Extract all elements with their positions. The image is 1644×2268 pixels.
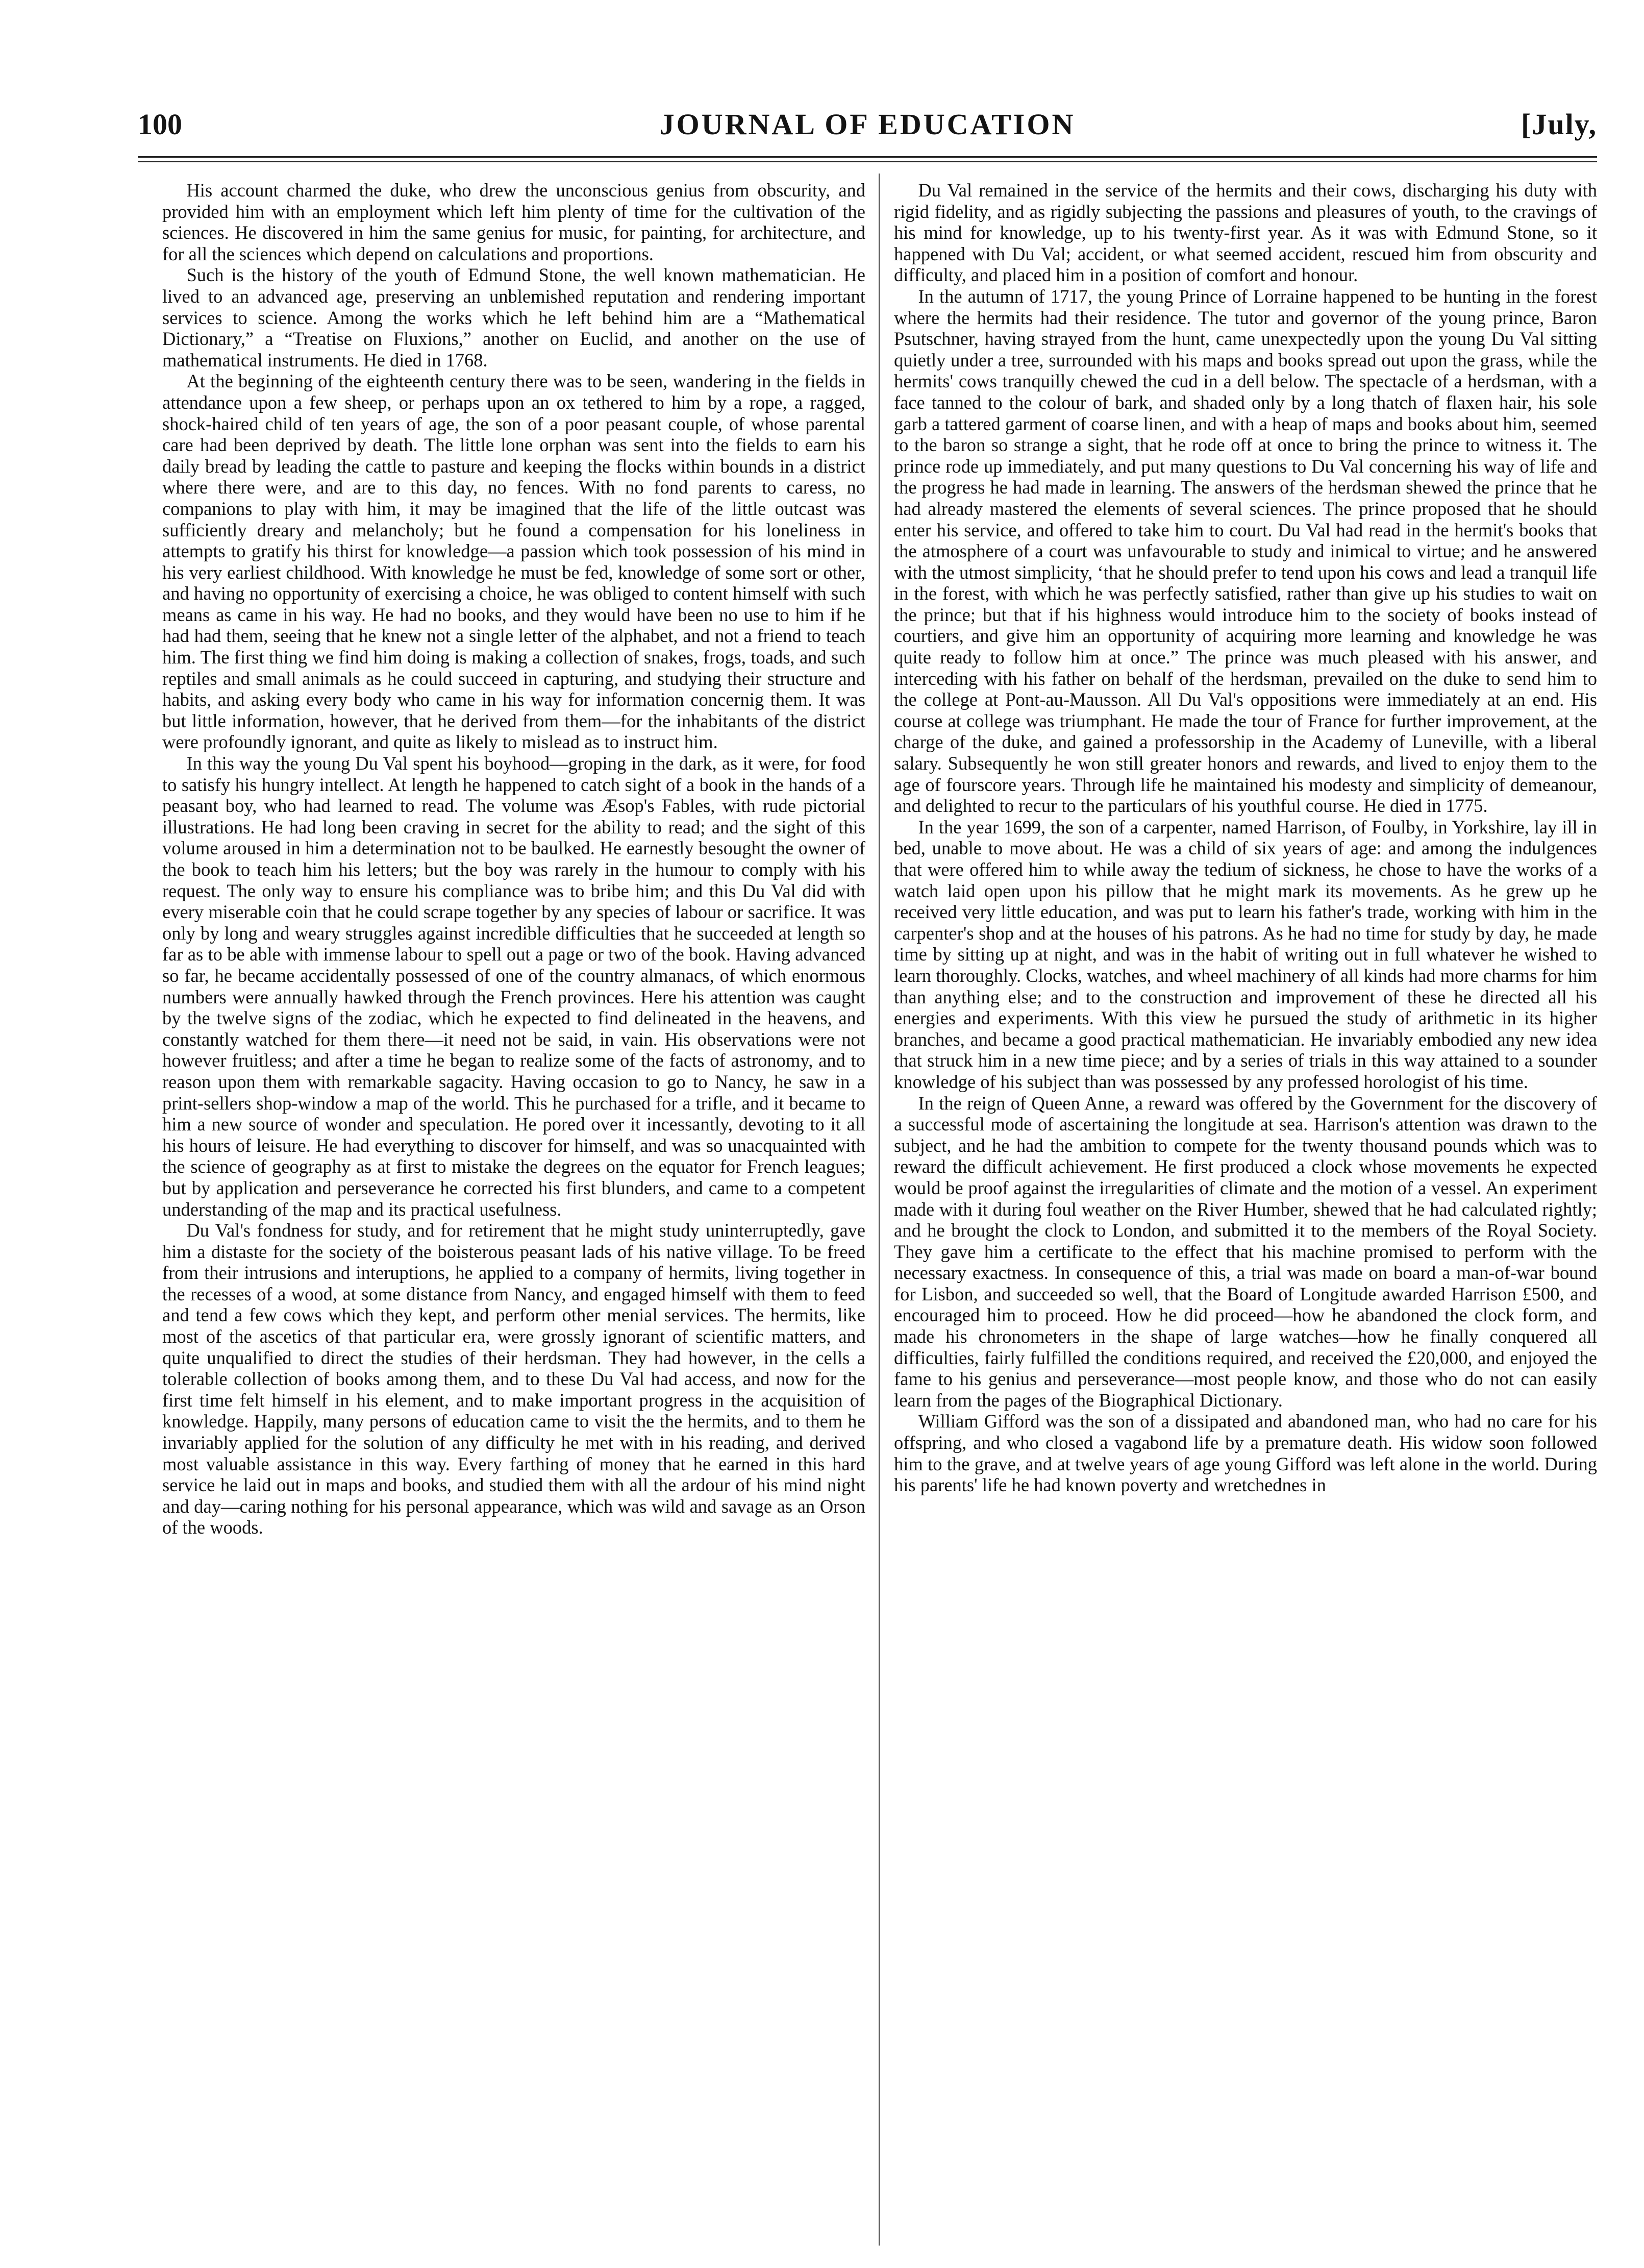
paragraph: Du Val's fondness for study, and for retirement that he might study uninterruptedly, gave him a distaste for the society of the boisterous peasant lads of his native village. To be freed from their intrusions and interuptions, he applied to a company of hermits, living together in the recesses of a wood, at some distance from Nancy, and engaged himself with them to feed and tend a few cows which they kept, and perform other menial services. The hermits, like most of the ascetics of that particular era, were grossly ignorant of scientific matters, and quite unqualified to direct the studies of their herdsman. They had however, in the cells a tolerable collection of books among them, and to these Du Val had access, and now for the first time felt himself in his element, and to make important progress in the acquisition of knowledge. Happily, many persons of education came to visit the the hermits, and to them he invariably applied for the solution of any difficulty he met with in his reading, and derived most valuable assistance in this way. Every farthing of money that he earned in this hard service he laid out in maps and books, and studied them with all the ardour of his mind night and day—caring nothing for his personal appearance, which was wild and savage as an Orson of the woods.: [162, 1220, 865, 1538]
running-header: [138, 107, 1597, 153]
paragraph: William Gifford was the son of a dissipated and abandoned man, who had no care for his offspring, and who closed a vagabond life by a premature death. His widow soon followed him to the grave, and at twelve years of age young Gifford was left alone in the world. During his parents' life he had known poverty and wretchednes in: [894, 1411, 1597, 1496]
header-rule-top: [138, 156, 1597, 158]
header-month: [July,: [1521, 108, 1597, 141]
journal-title: JOURNAL OF EDUCATION: [659, 108, 1076, 141]
paragraph: At the beginning of the eighteenth century there was to be seen, wandering in the fields in attendance upon a few sheep, or perhaps upon an ox tethered to him by a rope, a ragged, shock-haired child of ten years of age, the son of a poor peasant couple, of whose parental care had been deprived by death. The little lone orphan was sent into the fields to earn his daily bread by leading the cattle to pasture and keeping the flocks within bounds in a district where there were, and are to this day, no fences. With no fond parents to caress, no companions to play with him, it may be imagined that the life of the little outcast was sufficiently dreary and melancholy; but he found a compensation for his loneliness in attempts to gratify his thirst for knowledge—a passion which took possession of his mind in his very earliest childhood. With knowledge he must be fed, knowledge of some sort or other, and having no opportunity of exercising a choice, he was obliged to content himself with such means as came in his way. He had no books, and they would have been no use to him if he had had them, seeing that he knew not a single letter of the alphabet, and not a friend to teach him. The first thing we find him doing is making a collection of snakes, frogs, toads, and such reptiles and small animals as he could succeed in capturing, and studying their structure and habits, and asking every body who came in his way for information concernig them. It was but little information, however, that he derived from them—for the inhabitants of the district were profoundly ignorant, and quite as likely to mislead as to instruct him.: [162, 371, 865, 753]
paragraph: His account charmed the duke, who drew the unconscious genius from obscurity, and provided him with an employment which left him plenty of time for the cultivation of the sciences. He discovered in him the same genius for music, for painting, for architecture, and for all the sciences which depend on calculations and proportions.: [162, 180, 865, 264]
paragraph: In the year 1699, the son of a carpenter, named Harrison, of Foulby, in Yorkshire, lay ill in bed, unable to move about. He was a child of six years of age: and among the indulgences that were offered him to while away the tedium of sickness, he chose to have the works of a watch laid open upon his pillow that he might mark its movements. As he grew up he received very little education, and was put to learn his father's trade, working with him in the carpenter's shop and at the houses of his patrons. As he had no time for study by day, he made time by sitting up at night, and was in the habit of writing out in full whatever he wished to learn thoroughly. Clocks, watches, and wheel machinery of all kinds had more charms for him than anything else; and to the construction and improvement of these he directed all his energies and experiments. With this view he pursued the study of arithmetic in its higher branches, and became a good practical mathematician. He invariably embodied any new idea that struck him in a new time piece; and by a series of trials in this way attained to a sounder knowledge of his subject than was possessed by any professed horologist of his time.: [894, 816, 1597, 1092]
paragraph: Such is the history of the youth of Edmund Stone, the well known mathematician. He lived to an advanced age, preserving an unblemished reputation and rendering important services to science. Among the works which he left behind him are a “Mathematical Dictionary,” a “Treatise on Fluxions,” another on Euclid, and another on the use of mathematical instruments. He died in 1768.: [162, 264, 865, 371]
paragraph: In the autumn of 1717, the young Prince of Lorraine happened to be hunting in the forest where the hermits had their residence. The tutor and governor of the young prince, Baron Psutschner, having strayed from the hunt, came unexpectedly upon the young Du Val sitting quietly under a tree, surrounded with his maps and books spread out upon the grass, while the hermits' cows tranquilly chewed the cud in a dell below. The spectacle of a herdsman, with a face tanned to the colour of bark, and shaded only by a long thatch of flaxen hair, his sole garb a tattered garment of coarse linen, and with a heap of maps and books about him, seemed to the baron so strange a sight, that he rode off at once to bring the prince to witness it. The prince rode up immediately, and put many questions to Du Val concerning his way of life and the progress he had made in learning. The answers of the herdsman shewed the prince that he had already mastered the elements of several sciences. The prince proposed that he should enter his service, and offered to take him to court. Du Val had read in the hermit's books that the atmosphere of a court was unfavourable to study and inimical to virtue; and he answered with the utmost simplicity, ‘that he should prefer to tend upon his cows and lead a tranquil life in the forest, with which he was perfectly satisfied, rather than give up his studies to wait on the prince; but that if his highness would introduce him to the society of books instead of courtiers, and give him an opportunity of acquiring more learning and knowledge he was quite ready to follow him at once.” The prince was much pleased with his answer, and interceding with his father on behalf of the herdsman, prevailed on the duke to send him to the college at Pont-au-Mausson. All Du Val's oppositions were immediately at an end. His course at college was triumphant. He made the tour of France for further improvement, at the charge of the duke, and gained a professorship in the Academy of Luneville, with a liberal salary. Subsequently he won still greater honors and rewards, and lived to enjoy them to the age of fourscore years. Through life he maintained his modesty and simplicity of demeanour, and delighted to recur to the particulars of his youthful course. He died in 1775.: [894, 285, 1597, 817]
page-number: 100: [138, 108, 182, 141]
paragraph: Du Val remained in the service of the hermits and their cows, discharging his duty with rigid fidelity, and as rigidly subjecting the passions and pleasures of youth, to the cravings of his mind for knowledge, up to his twenty-first year. As it was with Edmund Stone, so it happened with Du Val; accident, or what seemed accident, rescued him from obscurity and difficulty, and placed him in a position of comfort and honour.: [894, 180, 1597, 286]
column-divider: [879, 174, 880, 2246]
left-column: [162, 180, 865, 2241]
paragraph: In the reign of Queen Anne, a reward was offered by the Government for the discovery of a successful mode of ascertaining the longitude at sea. Harrison's attention was drawn to the subject, and he had the ambition to compete for the twenty thousand pounds which was to reward the difficult achievement. He first produced a clock whose movements he expected would be proof against the irregularities of climate and the motion of a vessel. An experiment made with it during foul weather on the River Humber, shewed that he had calculated rightly; and he brought the clock to London, and submitted it to the members of the Royal Society. They gave him a certificate to the effect that his machine promised to perform with the necessary exactness. In consequence of this, a trial was made on board a man-of-war bound for Lisbon, and succeeded so well, that the Board of Longitude awarded Harrison £500, and encouraged him to proceed. How he did proceed—how he abandoned the clock form, and made his chronometers in the shape of large watches—how he finally conquered all difficulties, fairly fulfilled the conditions required, and received the £20,000, and enjoyed the fame to his genius and perseverance—most people know, and those who do not can easily learn from the pages of the Biographical Dictionary.: [894, 1092, 1597, 1411]
paragraph: In this way the young Du Val spent his boyhood—groping in the dark, as it were, for food to satisfy his hungry intellect. At length he happened to catch sight of a book in the hands of a peasant boy, who had learned to read. The volume was Æsop's Fables, with rude pictorial illustrations. He had long been craving in secret for the ability to read; and the sight of this volume aroused in him a determination not to be baulked. He earnestly besought the owner of the book to teach him his letters; but the boy was rarely in the humour to comply with his request. The only way to ensure his compliance was to bribe him; and this Du Val did with every miserable coin that he could scrape together by any species of labour or sacrifice. It was only by long and weary struggles against incredible difficulties that he succeeded at length so far as to be able with immense labour to spell out a page or two of the book. Having advanced so far, he became accidentally possessed of one of the country almanacs, of which enormous numbers were annually hawked through the French provinces. Here his attention was caught by the twelve signs of the zodiac, which he expected to find delineated in the heavens, and constantly watched for them there—it need not be said, in vain. His observations were not however fruitless; and after a time he began to realize some of the facts of astronomy, and to reason upon them with remarkable sagacity. Having occasion to go to Nancy, he saw in a print-sellers shop-window a map of the world. This he purchased for a trifle, and it became to him a new source of wonder and speculation. He pored over it incessantly, devoting to it all his hours of leisure. He had everything to discover for himself, and was so unacquainted with the science of geography as at first to mistake the degrees on the equator for French leagues; but by application and perseverance he corrected his first blunders, and came to a competent understanding of the map and its practical usefulness.: [162, 753, 865, 1220]
right-column: [894, 180, 1597, 2241]
header-rule-bottom: [138, 161, 1597, 162]
